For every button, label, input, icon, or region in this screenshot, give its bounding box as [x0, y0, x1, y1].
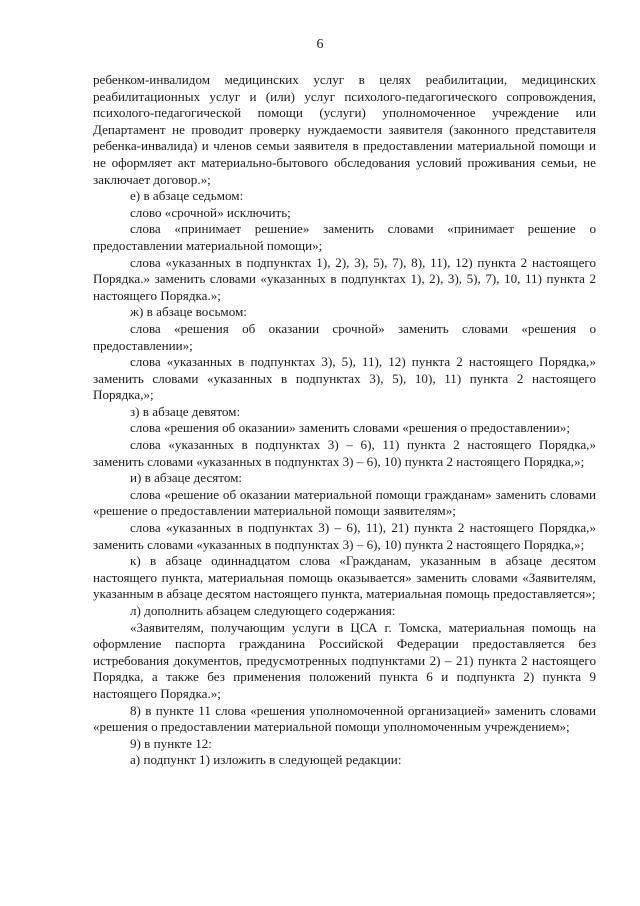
paragraph: к) в абзаце одиннадцатом слова «Гражданам, указанным в абзаце десятом настоящего пункта, материальная помощь оказывается» заменить словами «Заявителям, указанным в абзаце десятом настоящего пункта, материальная помощь предоставляется»; — [93, 553, 596, 602]
paragraph: слова «принимает решение» заменить словами «принимает решение о предоставлении материальной помощи»; — [93, 221, 596, 253]
paragraph: а) подпункт 1) изложить в следующей редакции: — [130, 752, 402, 768]
paragraph: и) в абзаце десятом: — [130, 470, 243, 486]
paragraph: слова «указанных в подпунктах 3) – 6), 11), 21) пункта 2 настоящего Порядка,» заменить словами «указанных в подпунктах 3) – 6), 10) пункта 2 настоящего Порядка,»; — [93, 520, 596, 552]
page-number: 6 — [316, 37, 324, 52]
paragraph: слова «решения об оказании» заменить словами «решения о предоставлении»; — [130, 420, 570, 436]
paragraph: слова «решения об оказании срочной» заменить словами «решения о предоставлении»; — [93, 320, 596, 353]
paragraph: слова «указанных в подпунктах 1), 2), 3), 5), 7), 8), 11), 12) пункта 2 настоящего Порядка.» заменить словами «указанных в подпунктах 1), 2), 3), 5), 7), 10, 11) пункта 2 настоящего Порядка.»; — [93, 254, 596, 303]
paragraph: е) в абзаце седьмом: — [130, 188, 244, 204]
paragraph: ребенком-инвалидом медицинских услуг в целях реабилитации, медицинских реабилитационных услуг и (или) услуг психолого-педагогического сопровождения, психолого-педагогической помощи (услуги) уполномоченное учреждение или Департамент не проводит проверку нуждаемости заявителя (законного представителя ребенка-инвалида) и членов семьи заявителя в предоставлении материальной помощи и не оформляет акт материально-бытового обследования условий проживания семьи, не заключает договор.»; — [93, 72, 596, 187]
paragraph: ж) в абзаце восьмом: — [130, 304, 247, 320]
paragraph: слово «срочной» исключить; — [130, 204, 291, 220]
paragraph: 9) в пункте 12: — [130, 735, 212, 751]
paragraph: слова «решение об оказании материальной помощи гражданам» заменить словами «решение о предоставлении материальной помощи заявителям»; — [93, 486, 596, 519]
paragraph: слова «указанных в подпунктах 3) – 6), 11) пункта 2 настоящего Порядка,» заменить словами «указанных в подпунктах 3) – 6), 10) пункта 2 настоящего Порядка,»; — [93, 437, 596, 469]
paragraph: з) в абзаце девятом: — [130, 403, 241, 419]
paragraph: «Заявителям, получающим услуги в ЦСА г. Томска, материальная помощь на оформление паспорта гражданина Российской Федерации предоставляется без истребования документов, предусмотренных подпунктами 2) – 21) пункта 2 настоящего Порядка, а также без применения положений пункта 6 и подпункта 2) пункта 9 настоящего Порядка.»; — [93, 619, 596, 701]
paragraph: слова «указанных в подпунктах 3), 5), 11), 12) пункта 2 настоящего Порядка,» заменить словами «указанных в подпунктах 3), 5), 10), 11) пункта 2 настоящего Порядка,»; — [93, 354, 596, 403]
paragraph: л) дополнить абзацем следующего содержания: — [130, 603, 396, 618]
document-body — [93, 72, 596, 769]
paragraph: 8) в пункте 11 слова «решения уполномоченной организацией» заменить словами «решения о предоставлении материальной помощи уполномоченным учреждением»; — [93, 702, 596, 735]
